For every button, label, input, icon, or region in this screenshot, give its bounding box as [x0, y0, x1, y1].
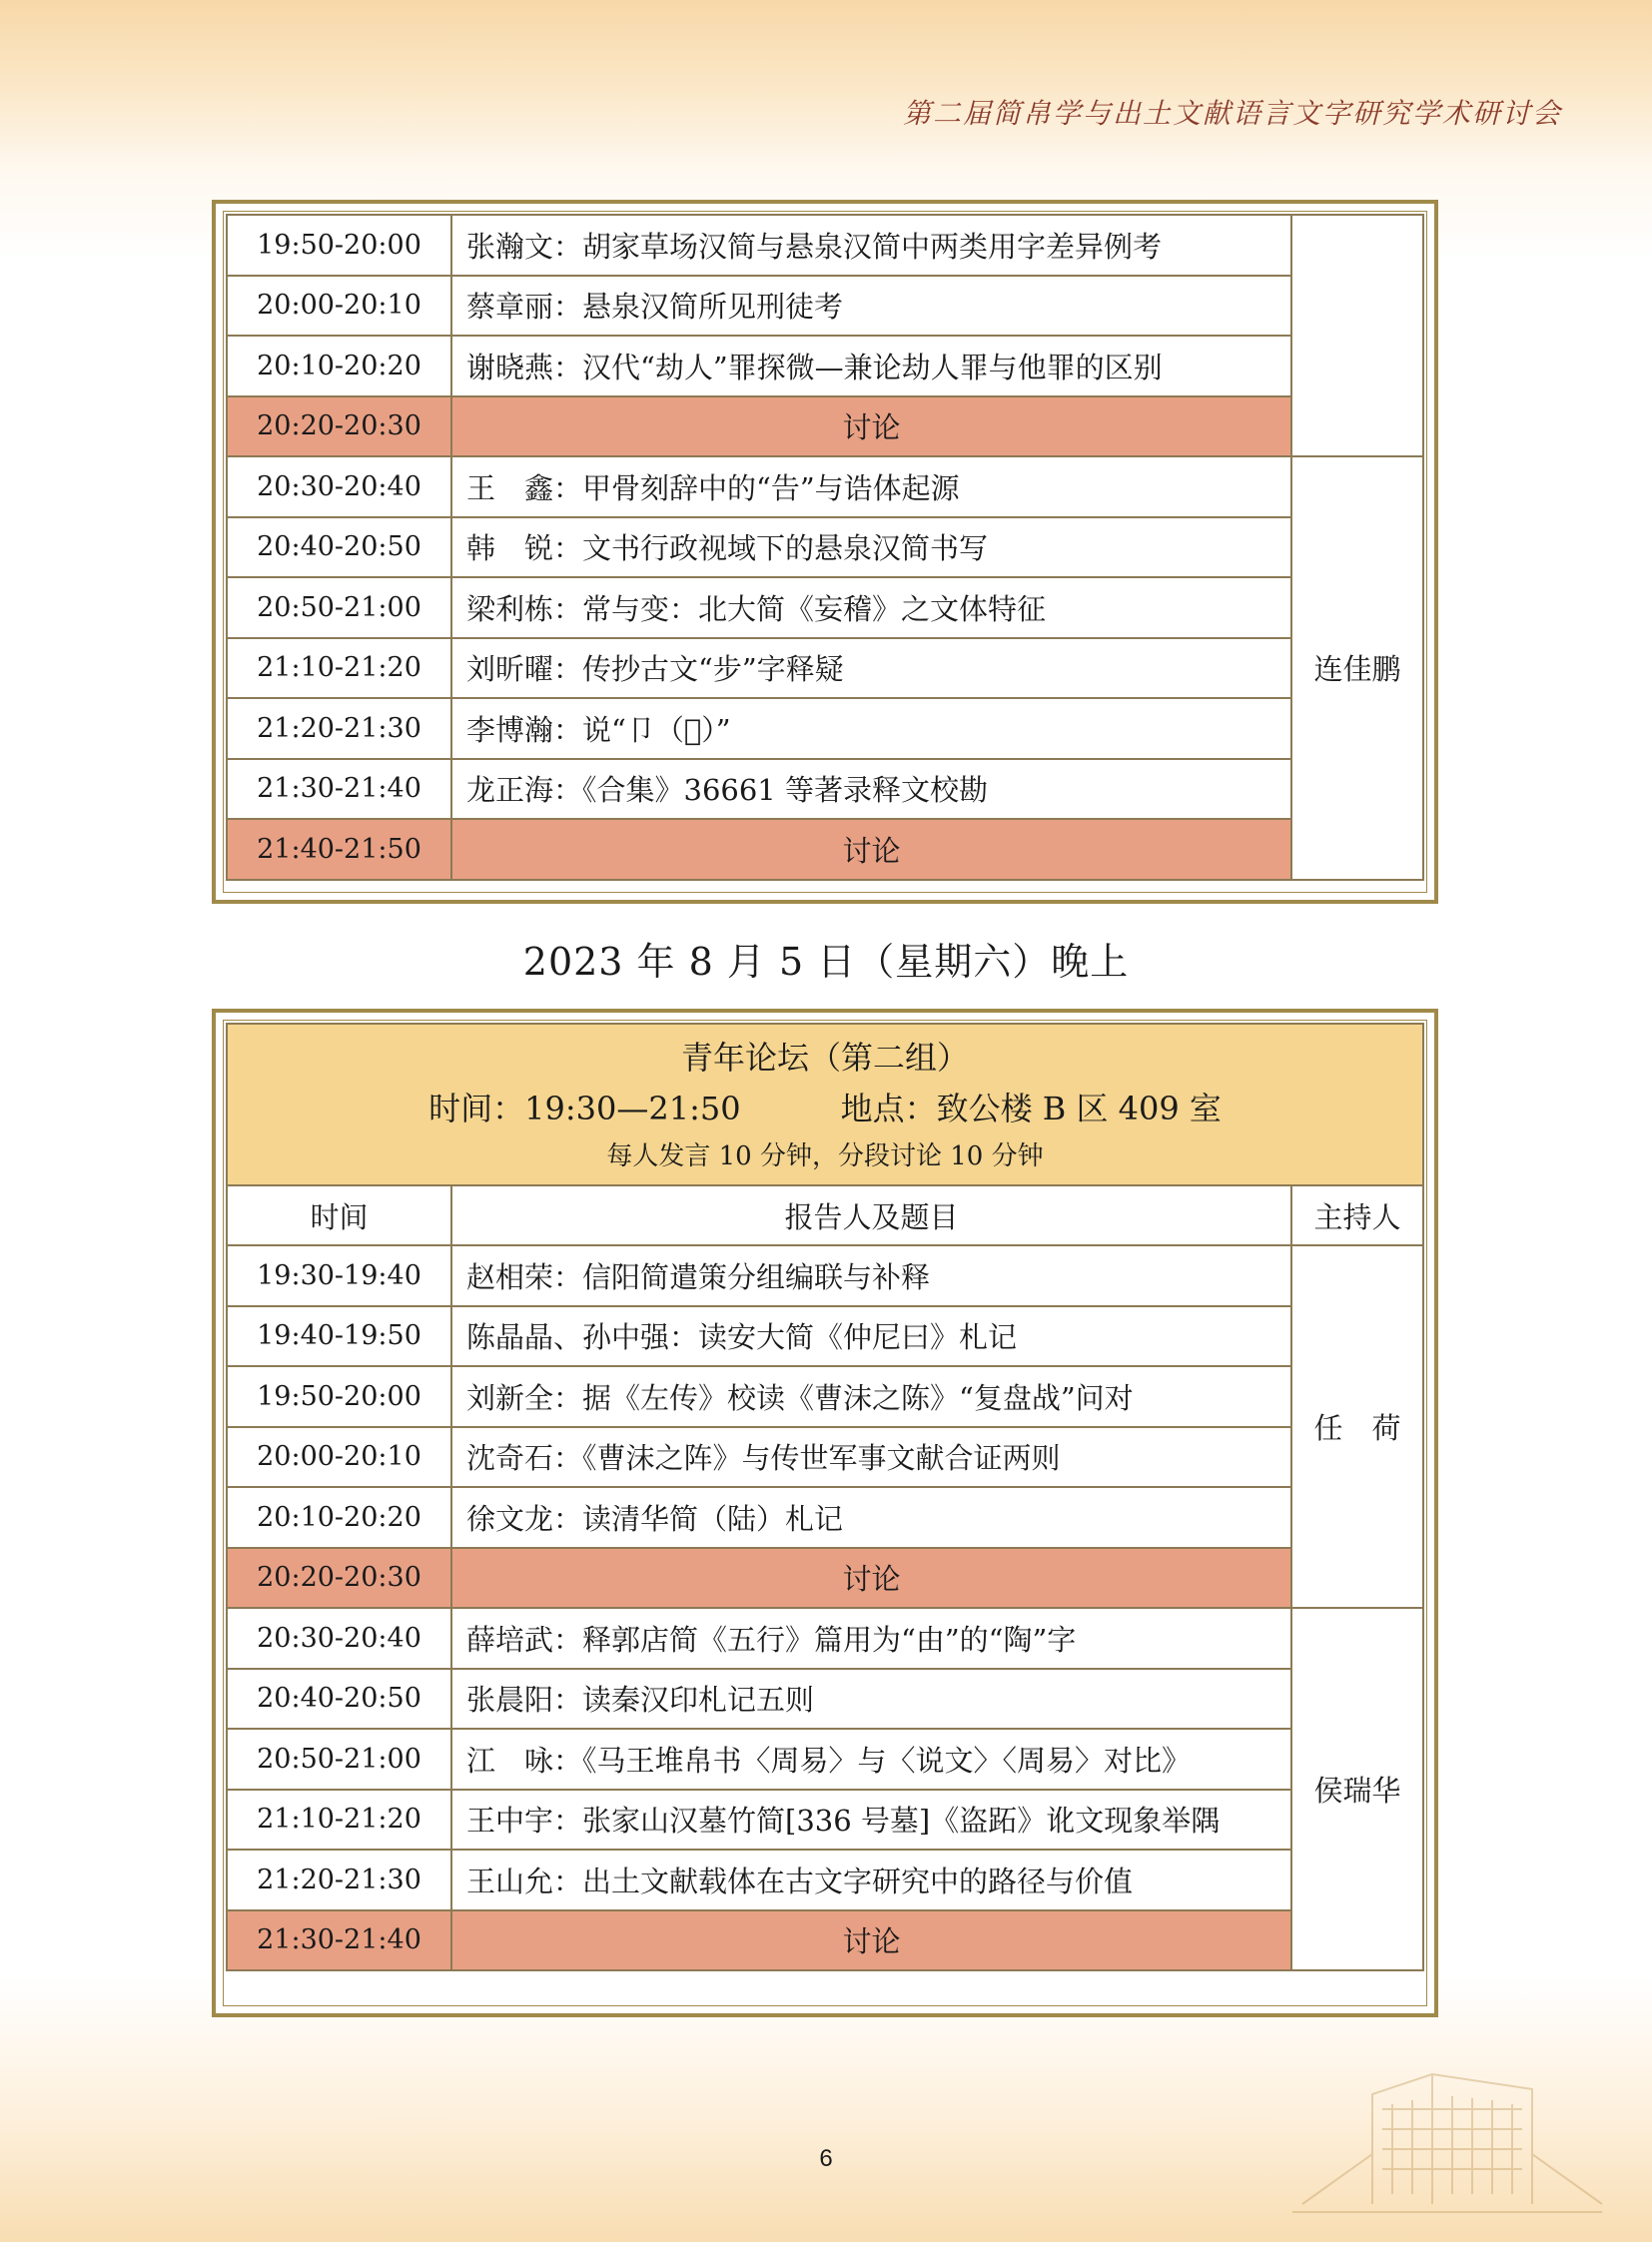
- table-row: [227, 336, 1423, 396]
- speaker-cell: 龙正海：《合集》36661 等著录释文校勘: [451, 759, 1291, 820]
- forum-place: 地点：致公楼 B 区 409 室: [840, 1090, 1222, 1127]
- time-cell: 20:40-20:50: [227, 1669, 451, 1730]
- forum-note: 每人发言 10 分钟，分段讨论 10 分钟: [606, 1141, 1044, 1171]
- speaker-cell: 谢晓燕：汉代“劫人”罪探微—兼论劫人罪与他罪的区别: [451, 336, 1291, 396]
- time-cell: 21:30-21:40: [227, 759, 451, 820]
- session-date: 2023 年 8 月 5 日（星期六）晚上: [522, 940, 1130, 984]
- time-cell: 21:30-21:40: [227, 1910, 451, 1971]
- table-row: [227, 1729, 1423, 1790]
- table-row: [227, 517, 1423, 578]
- time-cell: 19:50-20:00: [227, 1366, 451, 1427]
- time-cell: 21:20-21:30: [227, 1850, 451, 1910]
- table-row: [227, 1245, 1423, 1306]
- schedule-table-continued: [212, 200, 1438, 904]
- speaker-cell: 刘新全：据《左传》校读《曹沫之陈》“复盘战”问对: [451, 1366, 1291, 1427]
- time-cell: 20:10-20:20: [227, 336, 451, 396]
- speaker-cell: 梁利栋：常与变：北大简《妄稽》之文体特征: [451, 577, 1291, 638]
- discussion-row: [227, 1910, 1423, 1971]
- table-row: [227, 1850, 1423, 1910]
- discussion-label: 讨论: [451, 1548, 1291, 1609]
- discussion-row: [227, 1548, 1423, 1609]
- table-row: [227, 638, 1423, 699]
- speaker-cell: 江 咏：《马王堆帛书〈周易〉与〈说文〉〈周易〉对比》: [451, 1729, 1291, 1790]
- time-cell: 20:10-20:20: [227, 1487, 451, 1548]
- table-row: [227, 1366, 1423, 1427]
- discussion-label: 讨论: [451, 819, 1291, 880]
- time-cell: 21:20-21:30: [227, 698, 451, 759]
- speaker-cell: 徐文龙：读清华简（陆）札记: [451, 1487, 1291, 1548]
- discussion-row: [227, 396, 1423, 457]
- speaker-cell: 张晨阳：读秦汉印札记五则: [451, 1669, 1291, 1730]
- table-row: [227, 456, 1423, 517]
- speaker-cell: 王 鑫：甲骨刻辞中的“告”与诰体起源: [451, 456, 1291, 517]
- speaker-cell: 王中宇：张家山汉墓竹简[336 号墓]《盗跖》讹文现象举隅: [451, 1790, 1291, 1851]
- time-cell: 20:40-20:50: [227, 517, 451, 578]
- time-cell: 19:30-19:40: [227, 1245, 451, 1306]
- speaker-cell: 李博瀚：说“卩（𠃨）”: [451, 698, 1291, 759]
- time-cell: 21:10-21:20: [227, 1790, 451, 1851]
- table-row: [227, 1487, 1423, 1548]
- time-cell: 20:00-20:10: [227, 1427, 451, 1488]
- time-cell: 21:10-21:20: [227, 638, 451, 699]
- column-header-host: 主持人: [1291, 1185, 1423, 1245]
- discussion-row: [227, 819, 1423, 880]
- time-cell: 20:20-20:30: [227, 396, 451, 457]
- table-row: [227, 215, 1423, 276]
- forum-info: [238, 1083, 1412, 1134]
- host-cell: 任 荷: [1291, 1245, 1423, 1608]
- building-illustration: [1282, 2034, 1612, 2224]
- table-row: [227, 1608, 1423, 1669]
- schedule-table: [226, 214, 1424, 881]
- table-row: [227, 1669, 1423, 1730]
- forum-header: [227, 1024, 1423, 1185]
- speaker-cell: 薛培武：释郭店简《五行》篇用为“由”的“陶”字: [451, 1608, 1291, 1669]
- time-cell: 20:50-21:00: [227, 1729, 451, 1790]
- page-number: 6: [819, 2145, 833, 2172]
- column-header-row: [227, 1185, 1423, 1245]
- host-cell-empty: [1291, 215, 1423, 456]
- speaker-cell: 张瀚文：胡家草场汉简与悬泉汉简中两类用字差异例考: [451, 215, 1291, 276]
- time-cell: 20:30-20:40: [227, 1608, 451, 1669]
- host-cell: 侯瑞华: [1291, 1608, 1423, 1970]
- speaker-cell: 陈晶晶、孙中强：读安大简《仲尼曰》札记: [451, 1306, 1291, 1367]
- discussion-label: 讨论: [451, 396, 1291, 457]
- table-row: [227, 1427, 1423, 1488]
- forum-title: 青年论坛（第二组）: [680, 1039, 969, 1077]
- time-cell: 20:00-20:10: [227, 276, 451, 337]
- table-row: [227, 1790, 1423, 1851]
- speaker-cell: 刘昕曜：传抄古文“步”字释疑: [451, 638, 1291, 699]
- host-cell: 连佳鹏: [1291, 456, 1423, 880]
- table-row: [227, 276, 1423, 337]
- table-row: [227, 759, 1423, 820]
- column-header-speaker: 报告人及题目: [451, 1185, 1291, 1245]
- speaker-cell: 韩 锐：文书行政视域下的悬泉汉简书写: [451, 517, 1291, 578]
- column-header-time: 时间: [227, 1185, 451, 1245]
- forum-header-cell: [227, 1024, 1423, 1185]
- table-row: [227, 1306, 1423, 1367]
- forum-time: 时间：19:30—21:50: [428, 1090, 741, 1127]
- time-cell: 20:30-20:40: [227, 456, 451, 517]
- speaker-cell: 赵相荣：信阳简遣策分组编联与补释: [451, 1245, 1291, 1306]
- speaker-cell: 沈奇石：《曹沫之阵》与传世军事文献合证两则: [451, 1427, 1291, 1488]
- table-row: [227, 577, 1423, 638]
- time-cell: 21:40-21:50: [227, 819, 451, 880]
- time-cell: 20:20-20:30: [227, 1548, 451, 1609]
- time-cell: 20:50-21:00: [227, 577, 451, 638]
- conference-title: 第二届简帛学与出土文献语言文字研究学术研讨会: [902, 97, 1562, 130]
- schedule-table: [226, 1023, 1424, 1971]
- youth-forum-schedule: [212, 1009, 1438, 2017]
- time-cell: 19:40-19:50: [227, 1306, 451, 1367]
- speaker-cell: 王山允：出土文献载体在古文字研究中的路径与价值: [451, 1850, 1291, 1910]
- table-row: [227, 698, 1423, 759]
- discussion-label: 讨论: [451, 1910, 1291, 1971]
- time-cell: 19:50-20:00: [227, 215, 451, 276]
- speaker-cell: 蔡章丽：悬泉汉简所见刑徒考: [451, 276, 1291, 337]
